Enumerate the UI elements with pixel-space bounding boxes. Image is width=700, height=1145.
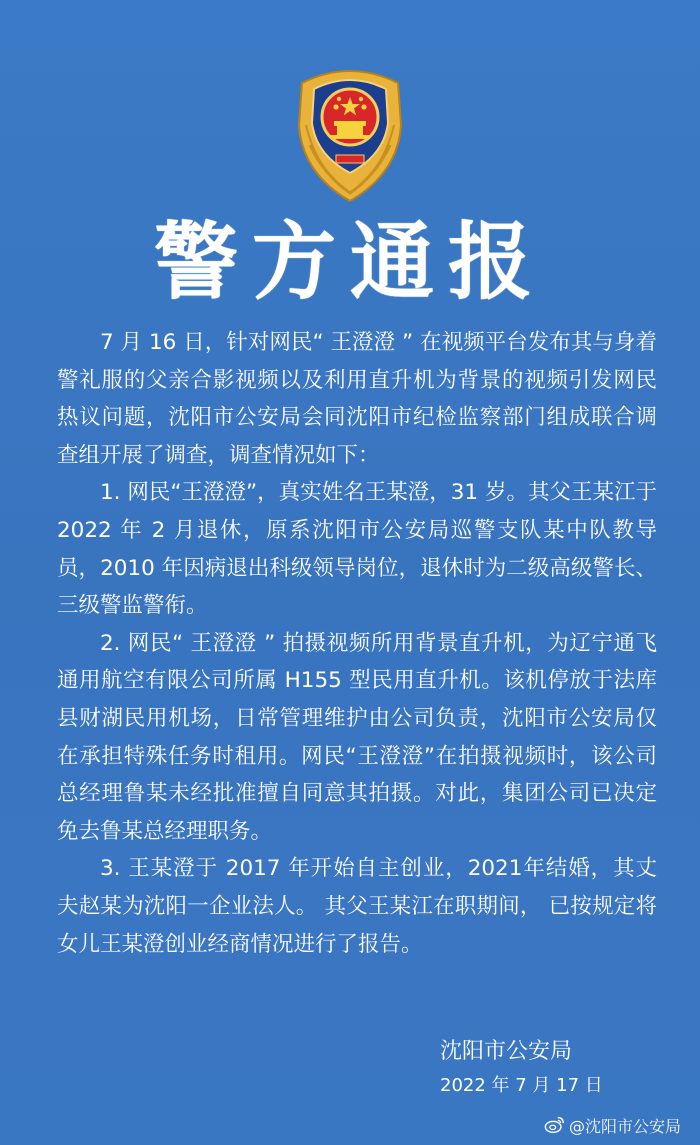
police-emblem-icon (280, 55, 420, 205)
paragraph-item-2: 2. 网民“ 王澄澄 ” 拍摄视频所用背景直升机，为辽宁通飞通用航空有限公司所属 H155 型民用直升机。该机停放于法库县财湖民用机场，日常管理维护由公司负责，沈阳市公安局仅在承担特殊任务时租用。网民“王澄澄”在拍摄视频时，该公司总经理鲁某未经批准擅自同意其拍摄。对此，集团公司已决定免去鲁某总经理职务。 (57, 630, 657, 844)
issue-date: 2022 年 7 月 17 日 (440, 1075, 603, 1096)
paragraph-item-3: 3. 王某澄于 2017 年开始自主创业，2021年结婚，其丈夫赵某为沈阳一企业法人。 其父王某江在职期间， 已按规定将女儿王某澄创业经商情况进行了报告。 (57, 856, 657, 957)
notice-body (57, 324, 657, 963)
signature-issuer: 沈阳市公安局 (440, 1039, 573, 1064)
watermark-text: @沈阳市公安局 (569, 1116, 682, 1136)
weibo-watermark (544, 1112, 681, 1138)
paragraph-intro: 7 月 16 日，针对网民“ 王澄澄 ” 在视频平台发布其与身着警礼服的父亲合影视频以及利用直升机为背景的视频引发网民热议问题，沈阳市公安局会同沈阳市纪检监察部门组成联合调查组开展了调查，调查情况如下： (57, 330, 657, 468)
notice-title: 警方通报 (153, 212, 546, 311)
paragraph-item-1: 1. 网民“王澄澄”，真实姓名王某澄，31 岁。其父王某江于 2022 年 2 月退休，原系沈阳市公安局巡警支队某中队教导员，2010 年因病退出科级领导岗位，退休时为二级高级警长、三级警监警衔。 (57, 480, 657, 619)
weibo-icon (544, 1114, 566, 1136)
